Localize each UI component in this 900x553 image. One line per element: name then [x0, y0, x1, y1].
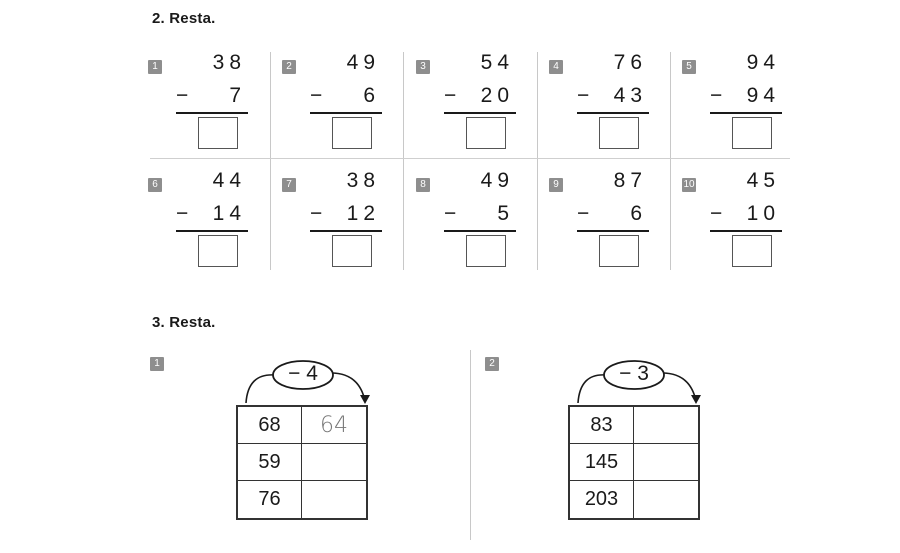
minuend: 44: [212, 169, 246, 192]
operation-label: − 4: [288, 362, 318, 385]
exercise-number-badge: 2: [485, 357, 499, 371]
table-row-value: 76: [238, 481, 302, 518]
problem-number-badge: 10: [683, 179, 695, 190]
problem-number-badge: 8: [416, 178, 430, 192]
minus-sign: −: [710, 84, 723, 107]
section-3-title: 3. Resta.: [152, 314, 216, 331]
minus-sign: −: [310, 202, 323, 225]
underline: [577, 112, 649, 114]
subtrahend: 10: [746, 202, 780, 225]
table-answer-cell[interactable]: [634, 481, 698, 518]
table-row-value: 68: [238, 407, 302, 444]
minuend: 49: [480, 169, 514, 192]
minus-sign: −: [176, 202, 189, 225]
minus-sign: −: [577, 84, 590, 107]
minuend: 45: [746, 169, 780, 192]
minus-sign: −: [176, 84, 189, 107]
underline: [444, 112, 516, 114]
answer-box[interactable]: [332, 235, 372, 267]
subtrahend: 94: [746, 84, 780, 107]
answer-box[interactable]: [599, 235, 639, 267]
underline: [444, 230, 516, 232]
problem-number-badge: 6: [148, 178, 162, 192]
table-row-value: 145: [570, 444, 634, 481]
problem-number-badge: 9: [549, 178, 563, 192]
underline: [310, 112, 382, 114]
table-answer-cell[interactable]: [302, 481, 366, 518]
minus-sign: −: [444, 84, 457, 107]
answer-box[interactable]: [198, 117, 238, 149]
underline: [310, 230, 382, 232]
answer-box[interactable]: [466, 235, 506, 267]
subtrahend: 12: [346, 202, 380, 225]
table-row-value: 83: [570, 407, 634, 444]
minuend: 38: [212, 51, 246, 74]
arrow-head-icon: [360, 395, 370, 404]
subtrahend: 5: [497, 202, 514, 225]
underline: [176, 112, 248, 114]
table-answer-cell[interactable]: 64: [302, 407, 366, 444]
answer-box[interactable]: [599, 117, 639, 149]
underline: [710, 230, 782, 232]
problem-number-badge: 1: [148, 60, 162, 74]
exercise-divider: [470, 350, 471, 540]
underline: [176, 230, 248, 232]
subtrahend: 20: [480, 84, 514, 107]
minus-sign: −: [310, 84, 323, 107]
subtrahend: 7: [229, 84, 246, 107]
minuend: 38: [346, 169, 380, 192]
exercise-number-badge: 1: [150, 357, 164, 371]
table-row-value: 59: [238, 444, 302, 481]
minus-sign: −: [444, 202, 457, 225]
subtrahend: 43: [613, 84, 647, 107]
minuend: 87: [613, 169, 647, 192]
operation-label: − 3: [619, 362, 649, 385]
table-answer-cell[interactable]: [634, 444, 698, 481]
minus-sign: −: [577, 202, 590, 225]
answer-box[interactable]: [332, 117, 372, 149]
problem-number-badge: 5: [682, 60, 696, 74]
minuend: 94: [746, 51, 780, 74]
table-row-value: 203: [570, 481, 634, 518]
table-answer-cell[interactable]: [302, 444, 366, 481]
problem-number-badge: 2: [282, 60, 296, 74]
row-divider: [150, 158, 790, 159]
section-2-title: 2. Resta.: [152, 10, 216, 27]
subtrahend: 14: [212, 202, 246, 225]
subtrahend: 6: [363, 84, 380, 107]
problem-number-badge: 3: [416, 60, 430, 74]
underline: [577, 230, 649, 232]
underline: [710, 112, 782, 114]
answer-box[interactable]: [466, 117, 506, 149]
subtrahend: 6: [630, 202, 647, 225]
arrow-head-icon: [691, 395, 701, 404]
minuend: 49: [346, 51, 380, 74]
problem-number-badge: 4: [549, 60, 563, 74]
answer-box[interactable]: [732, 117, 772, 149]
answer-box[interactable]: [198, 235, 238, 267]
minus-sign: −: [710, 202, 723, 225]
answer-box[interactable]: [732, 235, 772, 267]
problem-number-badge: 7: [282, 178, 296, 192]
table-answer-cell[interactable]: [634, 407, 698, 444]
minuend: 54: [480, 51, 514, 74]
minuend: 76: [613, 51, 647, 74]
